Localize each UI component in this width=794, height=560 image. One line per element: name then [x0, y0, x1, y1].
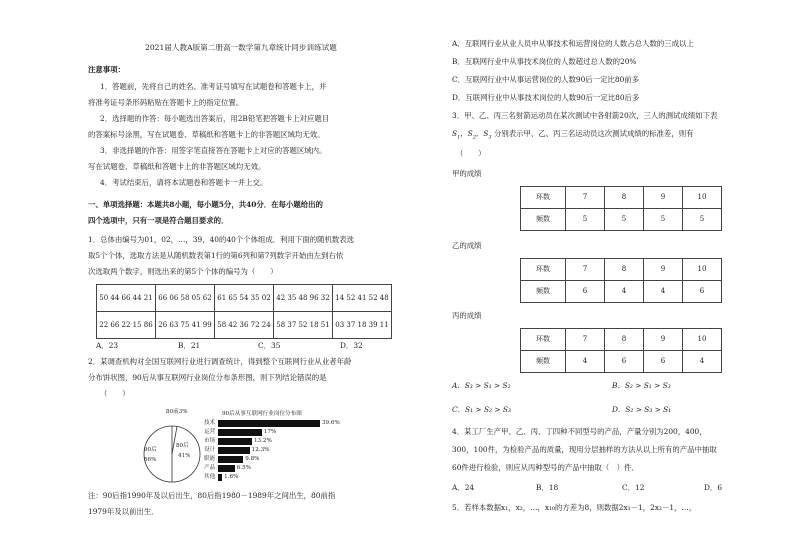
bar-其他 [218, 474, 222, 481]
bar-value-label: 39.6% [322, 420, 340, 426]
table-cell: 环数 [521, 187, 566, 209]
table-cell: 4 [605, 281, 644, 303]
notice-heading: 注意事项： [88, 65, 125, 74]
table-row [521, 281, 722, 303]
question-text: 300，100件，为检验产品的质量，现用分层抽样的方法从以上所有的产品中抽取 [452, 445, 717, 454]
pie-label-80-before: 80前3% [166, 409, 188, 415]
score-table-c [520, 328, 722, 373]
q2-option-b[interactable]: B．互联网行业中从事技术岗位的人数超过总人数的20% [452, 57, 637, 66]
pie-label-90s-pct: 56% [144, 457, 157, 463]
table-cell: 5 [605, 209, 644, 231]
bar-产品 [218, 465, 235, 472]
question-text: 取5个个体，选取方法是从随机数表第1行的第6列和第7列数字开始由左到右依 [88, 251, 344, 260]
bar-category-label: 技术 [204, 420, 216, 426]
notice-line: 2．选择题的作答：每小题选出答案后，用2B铅笔把答题卡上对应题目 [100, 114, 330, 123]
table-row [97, 285, 392, 312]
table-cell: 环数 [521, 329, 566, 351]
table-cell: 5 [566, 209, 605, 231]
table-cell: 9 [644, 329, 683, 351]
table-cell: 8 [605, 259, 644, 281]
table-cell: 9 [644, 187, 683, 209]
table-cell: 7 [566, 259, 605, 281]
option-d[interactable]: D．32 [340, 341, 363, 350]
table-cell: 14 52 41 52 48 [333, 285, 392, 312]
question-text: 2．某调查机构对全国互联网行业进行调查统计，得到整个互联网行业从业者年龄 [88, 357, 352, 366]
table-caption: 甲的成绩 [452, 169, 482, 178]
table-cell: 环数 [521, 259, 566, 281]
table-cell: 4 [683, 351, 722, 373]
table-row [521, 187, 722, 209]
table-cell: 5 [683, 209, 722, 231]
option-a[interactable]: A．23 [96, 341, 119, 350]
bar-市场 [218, 438, 252, 445]
exam-title: 2021届人教A版第二册高一数学第九章统计同步训练试题 [145, 43, 337, 52]
q3-option-c[interactable]: C．S₁ > S₂ > S₃ [452, 405, 511, 414]
table-caption: 丙的成绩 [452, 311, 482, 320]
q3-option-a[interactable]: A．S₃ > S₁ > S₂ [452, 381, 511, 390]
bar-value-label: 6.5% [236, 465, 251, 471]
question-text: 60件进行检验，则应从丙种型号的产品中抽取（ ）件． [452, 463, 639, 472]
option-b[interactable]: B．21 [178, 341, 201, 350]
table-cell: 7 [566, 187, 605, 209]
bar-运营 [218, 429, 262, 436]
table-cell: 26 63 75 41 99 [156, 312, 215, 339]
table-cell: 6 [566, 281, 605, 303]
bar-value-label: 17% [263, 429, 277, 435]
table-cell: 4 [566, 351, 605, 373]
question-text [452, 128, 694, 142]
table-row [521, 329, 722, 351]
bar-设计 [218, 447, 250, 454]
table-cell: 6 [644, 351, 683, 373]
table-cell: 6 [605, 351, 644, 373]
table-cell: 61 65 54 35 02 [215, 285, 274, 312]
sd-symbols: $S_1$，$S_2$，$S_3$ [452, 129, 492, 141]
score-table-b [520, 258, 722, 303]
q4-option-d[interactable]: D．6 [704, 483, 723, 492]
notice-line: 的答案标号涂黑，写在试题卷、草稿纸和答题卡上的非答题区域均无效。 [88, 130, 325, 139]
bar-category-label: 其他 [204, 474, 216, 480]
chart-note: 1979年及以前出生． [88, 507, 159, 516]
question-text: 分布饼状图，90后从事互联网行业岗位分布条形图，则下列结论错误的是 [88, 373, 327, 382]
pie-label-90s: 90后 [144, 447, 157, 453]
table-cell: 8 [605, 329, 644, 351]
question-text: 次选取两个数字，则选出来的第5个个体的编号为（ ） [88, 267, 278, 276]
table-row [521, 209, 722, 231]
q2-option-d[interactable]: D．互联网行业中从事技术岗位的人数90后一定比80后多 [452, 93, 640, 102]
answer-paren: （ ） [456, 149, 486, 158]
q4-option-b[interactable]: B．18 [536, 483, 559, 492]
bar-category-label: 设计 [204, 447, 216, 453]
table-cell: 4 [644, 281, 683, 303]
table-cell: 66 06 58 05 62 [156, 285, 215, 312]
notice-line: 1．答题前，先将自己的姓名、准考证号填写在试题卷和答题卡上，并 [100, 82, 327, 91]
bar-category-label: 市场 [204, 438, 216, 444]
table-cell: 50 44 66 44 21 [97, 285, 156, 312]
question-text: 5．若样本数据x₁，x₂，…，x₁₀的方差为8，则数据2x₁－1，2x₂－1，…， [452, 503, 697, 512]
table-cell: 频数 [521, 351, 566, 373]
notice-line: 将准考证号条形码粘贴在答题卡上的指定位置。 [88, 98, 244, 107]
table-cell: 6 [683, 281, 722, 303]
table-row [521, 351, 722, 373]
q2-option-c[interactable]: C．互联网行业中从事运营岗位的人数90后一定比80前多 [452, 75, 640, 84]
q4-option-c[interactable]: C．12 [622, 483, 645, 492]
table-cell: 频数 [521, 209, 566, 231]
score-table-a [520, 186, 722, 231]
question-text: （ ） [100, 389, 130, 398]
section-heading: 一、单项选择题：本题共8小题，每小题5分，共40分．在每小题给出的 [88, 200, 323, 209]
bar-value-label: 12.3% [251, 447, 270, 453]
pie-label-80s-pct: 41% [178, 453, 191, 459]
table-caption: 乙的成绩 [452, 241, 482, 250]
bar-技术 [218, 420, 320, 427]
table-cell: 频数 [521, 281, 566, 303]
q3-option-d[interactable]: D．S₂ > S₃ > S₁ [612, 405, 672, 414]
notice-line: 4．考试结束后，请将本试题卷和答题卡一并上交。 [100, 178, 268, 187]
question-text: 1．总体由编号为01，02，…，39，40的40个个体组成．利用下面的随机数表选 [88, 235, 355, 244]
table-cell: 9 [644, 259, 683, 281]
table-cell: 8 [605, 187, 644, 209]
notice-line: 3．非选择题的作答：用签字笔直接答在答题卡上对应的答题区域内。 [100, 146, 327, 155]
question-text: 3．甲、乙、丙三名射箭运动员在某次测试中各射箭20次，三人的测试成绩如下表 [452, 111, 718, 120]
table-row [521, 259, 722, 281]
table-cell: 10 [683, 259, 722, 281]
table-row [97, 312, 392, 339]
bar-value-label: 9.8% [245, 456, 260, 462]
table-cell: 10 [683, 187, 722, 209]
q4-option-a[interactable]: A．24 [452, 483, 475, 492]
q2-option-a[interactable]: A．互联网行业从业人员中从事技术和运营岗位的人数占总人数的三成以上 [452, 39, 694, 48]
table-cell: 7 [566, 329, 605, 351]
table-cell: 42 35 48 96 32 [274, 285, 333, 312]
bar-category-label: 产品 [204, 465, 216, 471]
table-cell: 03 37 18 39 11 [333, 312, 392, 339]
bar-职能 [218, 456, 243, 463]
table-cell: 5 [644, 209, 683, 231]
bar-category-label: 运营 [204, 429, 216, 435]
chart-note: 注：90后指1990年及以后出生，80后指1980－1989年之间出生，80前指 [88, 491, 336, 500]
job-bar-chart [204, 420, 354, 486]
table-cell: 10 [683, 329, 722, 351]
notice-line: 写在试题卷、草稿纸和答题卡上的非答题区域均无效。 [88, 162, 266, 171]
bar-value-label: 13.2% [254, 438, 272, 444]
question-text: 4．某工厂生产甲、乙、丙、丁四种不同型号的产品，产量分别为200，400， [452, 427, 707, 436]
bar-value-label: 1.6% [224, 474, 239, 480]
bar-chart-title: 90后从事互联网行业岗位分布图 [222, 411, 302, 417]
option-c[interactable]: C．35 [258, 341, 281, 350]
bar-category-label: 职能 [204, 456, 216, 462]
table-cell: 58 37 52 18 51 [274, 312, 333, 339]
question-text-part: 分别表示甲、乙、丙三名运动员这次测试成绩的标准差，则有 [493, 129, 694, 138]
table-cell: 58 42 36 72 24 [215, 312, 274, 339]
random-number-table [96, 284, 392, 339]
q3-option-b[interactable]: B．S₂ > S₁ > S₃ [612, 381, 671, 390]
table-cell: 22 66 22 15 86 [97, 312, 156, 339]
pie-label-80s: 80后 [176, 443, 189, 449]
section-heading: 四个选项中，只有一项是符合题目要求的． [88, 216, 229, 225]
